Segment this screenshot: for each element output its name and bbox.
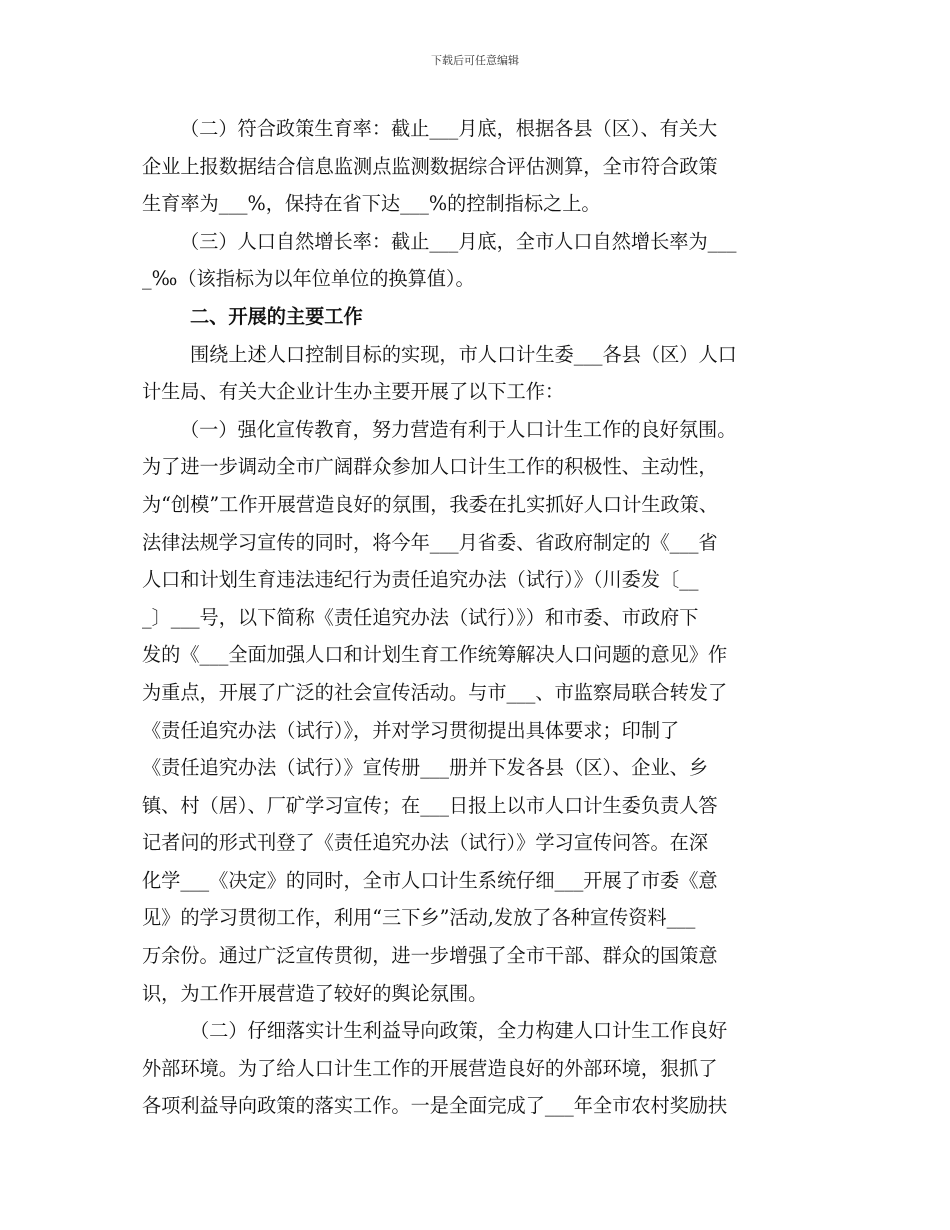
text-line: 为“创模”工作开展营造良好的氛围，我委在扎实抓好人口计生政策、 <box>142 492 719 516</box>
section-heading: 二、开展的主要工作 <box>190 304 363 328</box>
document-body <box>142 110 812 1125</box>
text-line: 法律法规学习宣传的同时，将今年___月省委、省政府制定的《___省 <box>142 530 718 554</box>
text-line: 外部环境。为了给人口计生工作的开展营造良好的外部环境，狠抓了 <box>142 1056 718 1080</box>
page-header: 下载后可任意编辑 <box>431 54 519 67</box>
text-line: 为重点，开展了广泛的社会宣传活动。与市___、市监察局联合转发了 <box>142 680 728 704</box>
text-line: 各项利益导向政策的落实工作。一是全面完成了___年全市农村奖励扶 <box>142 1094 728 1118</box>
text-line: 计生局、有关大企业计生办主要开展了以下工作： <box>142 380 565 404</box>
text-line: 人口和计划生育违法违纪行为责任追究办法（试行）》（川委发〔__ <box>142 568 699 592</box>
text-line: _‰（该指标为以年位单位的换算值）。 <box>142 267 475 291</box>
text-line: 万余份。通过广泛宣传贯彻，进一步增强了全市干部、群众的国策意 <box>142 944 718 968</box>
text-line: 记者问的形式刊登了《责任追究办法（试行）》学习宣传问答。在深 <box>142 831 709 855</box>
text-line: （三）人口自然增长率：截止___月底，全市人口自然增长率为___ <box>180 229 737 253</box>
text-line: （一）强化宣传教育，努力营造有利于人口计生工作的良好氛围。 <box>180 417 737 441</box>
text-line: 企业上报数据结合信息监测点监测数据综合评估测算，全市符合政策 <box>142 154 718 178</box>
text-line: 《责任追究办法（试行）》宣传册___册并下发各县（区）、企业、乡 <box>142 756 709 780</box>
text-line: 化学___《决定》的同时，全市人口计生系统仔细___开展了市委《意 <box>142 868 718 892</box>
text-line: 围绕上述人口控制目标的实现，市人口计生委___各县（区）人口 <box>190 342 737 366</box>
text-line: 见》的学习贯彻工作，利用“三下乡”活动,发放了各种宣传资料___ <box>142 906 696 930</box>
text-line: 镇、村（居）、厂矿学习宣传；在___日报上以市人口计生委负责人答 <box>142 793 718 817</box>
text-line: _〕___号，以下简称《责任追究办法（试行）》）和市委、市政府下 <box>142 605 699 629</box>
text-line: 为了进一步调动全市广阔群众参加人口计生工作的积极性、主动性， <box>142 455 718 479</box>
text-line: 识，为工作开展营造了较好的舆论氛围。 <box>142 981 488 1005</box>
text-line: （二）符合政策生育率：截止___月底，根据各县（区）、有关大 <box>180 117 718 140</box>
text-line: 《责任追究办法（试行）》，并对学习贯彻提出具体要求；印制了 <box>142 718 680 742</box>
text-line: 发的《___全面加强人口和计划生育工作统筹解决人口问题的意见》作 <box>142 643 728 667</box>
text-line: 生育率为___%，保持在省下达___%的控制指标之上。 <box>142 192 601 216</box>
text-line: （二）仔细落实计生利益导向政策，全力构建人口计生工作良好 <box>190 1019 728 1043</box>
